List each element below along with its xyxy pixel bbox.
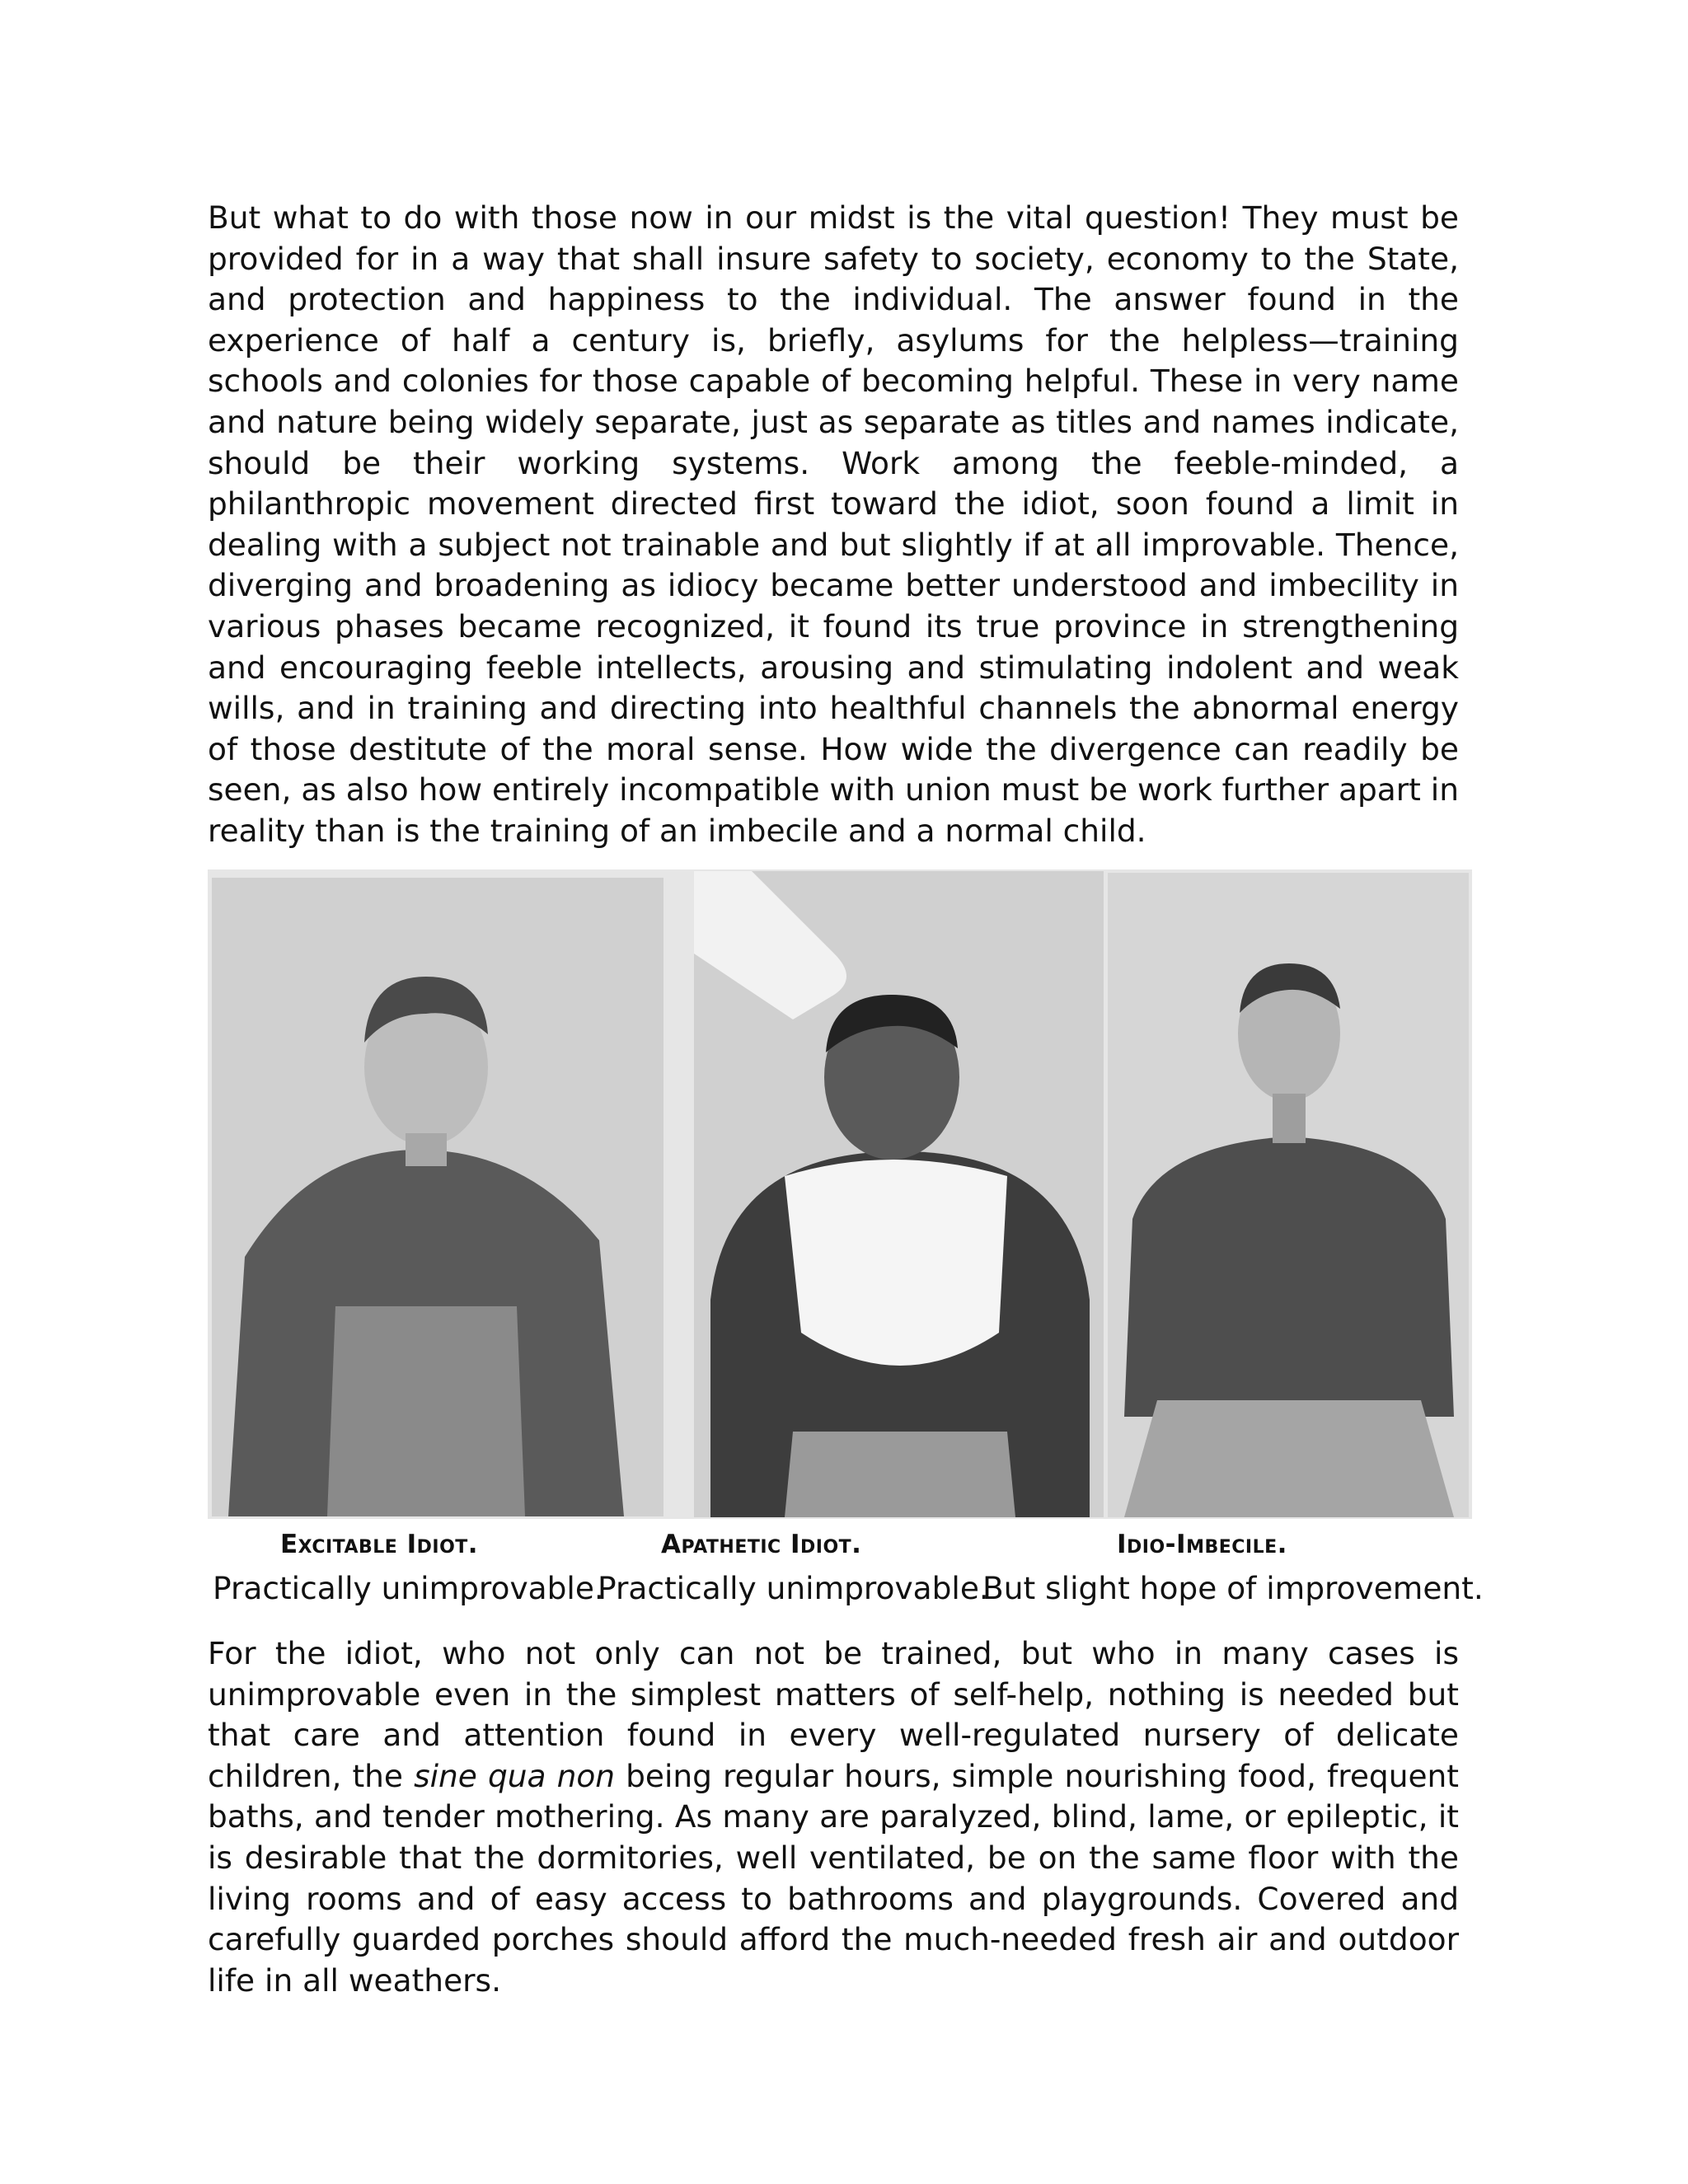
plate-caption-note-1: Practically unimprovable. [213,1570,604,1606]
plate-caption-title-3: Idio-Imbecile. [1117,1530,1287,1559]
body-paragraph-1: But what to do with those now in our midst is the vital question! They must be provided for in a way that shall insure safety to society, economy to the State, and protection and happiness to the individual. The answer found in the experience of half a century is, briefly, asylums for the helpless—training schools and colonies for those capable of becoming helpful. These in very name and nature being widely separate, just as separate as titles and names indicate, should be their working systems. Work among the feeble-minded, a philanthropic movement directed first toward the idiot, soon found a limit in dealing with a subject not trainable and but slightly if at all improvable. Thence, diverging and broadening as idiocy became better understood and imbecility in various phases became recognized, it found its true province in strengthening and encouraging feeble intellects, arousing and stimulating indolent and weak wills, and in training and directing into healthful channels the abnormal energy of those destitute of the moral sense. How wide the divergence can readily be seen, as also how entirely incompatible with union must be work further apart in reality than is the training of an imbecile and a normal child. [208,199,1459,849]
plate-caption-note-3: But slight hope of improvement. [982,1570,1484,1606]
plate-caption-note-2: Practically unimprovable. [598,1570,989,1606]
photo-plate-row [208,869,1472,1519]
plate-caption-title-2: Apathetic Idiot. [661,1530,862,1559]
latin-phrase: sine qua non [414,1757,616,1794]
body-paragraph-2-text-a: For the idiot, who not only can not be trained, but who in many cases is unimprovable even in the simplest matters of self-help, nothing is needed but that care and attention found in every well-regulated nursery of delicate children, the [208,1635,1459,1794]
photo-apathetic-idiot [694,871,1104,1517]
photo-excitable-idiot [212,878,663,1516]
photo-idio-imbecile [1108,873,1469,1517]
plate-caption-title-1: Excitable Idiot. [280,1530,479,1559]
body-paragraph-2 [208,1633,1459,2001]
body-paragraph-2-text-b: being regular hours, simple nourishing food, frequent baths, and tender mothering. As many are paralyzed, blind, lame, or epileptic, it is desirable that the dormitories, well ventilated, be on the same floor with the living rooms and of easy access to bathrooms and playgrounds. Covered and carefully guarded porches should afford the much-needed fresh air and outdoor life in all weathers. [208,1757,1459,1999]
